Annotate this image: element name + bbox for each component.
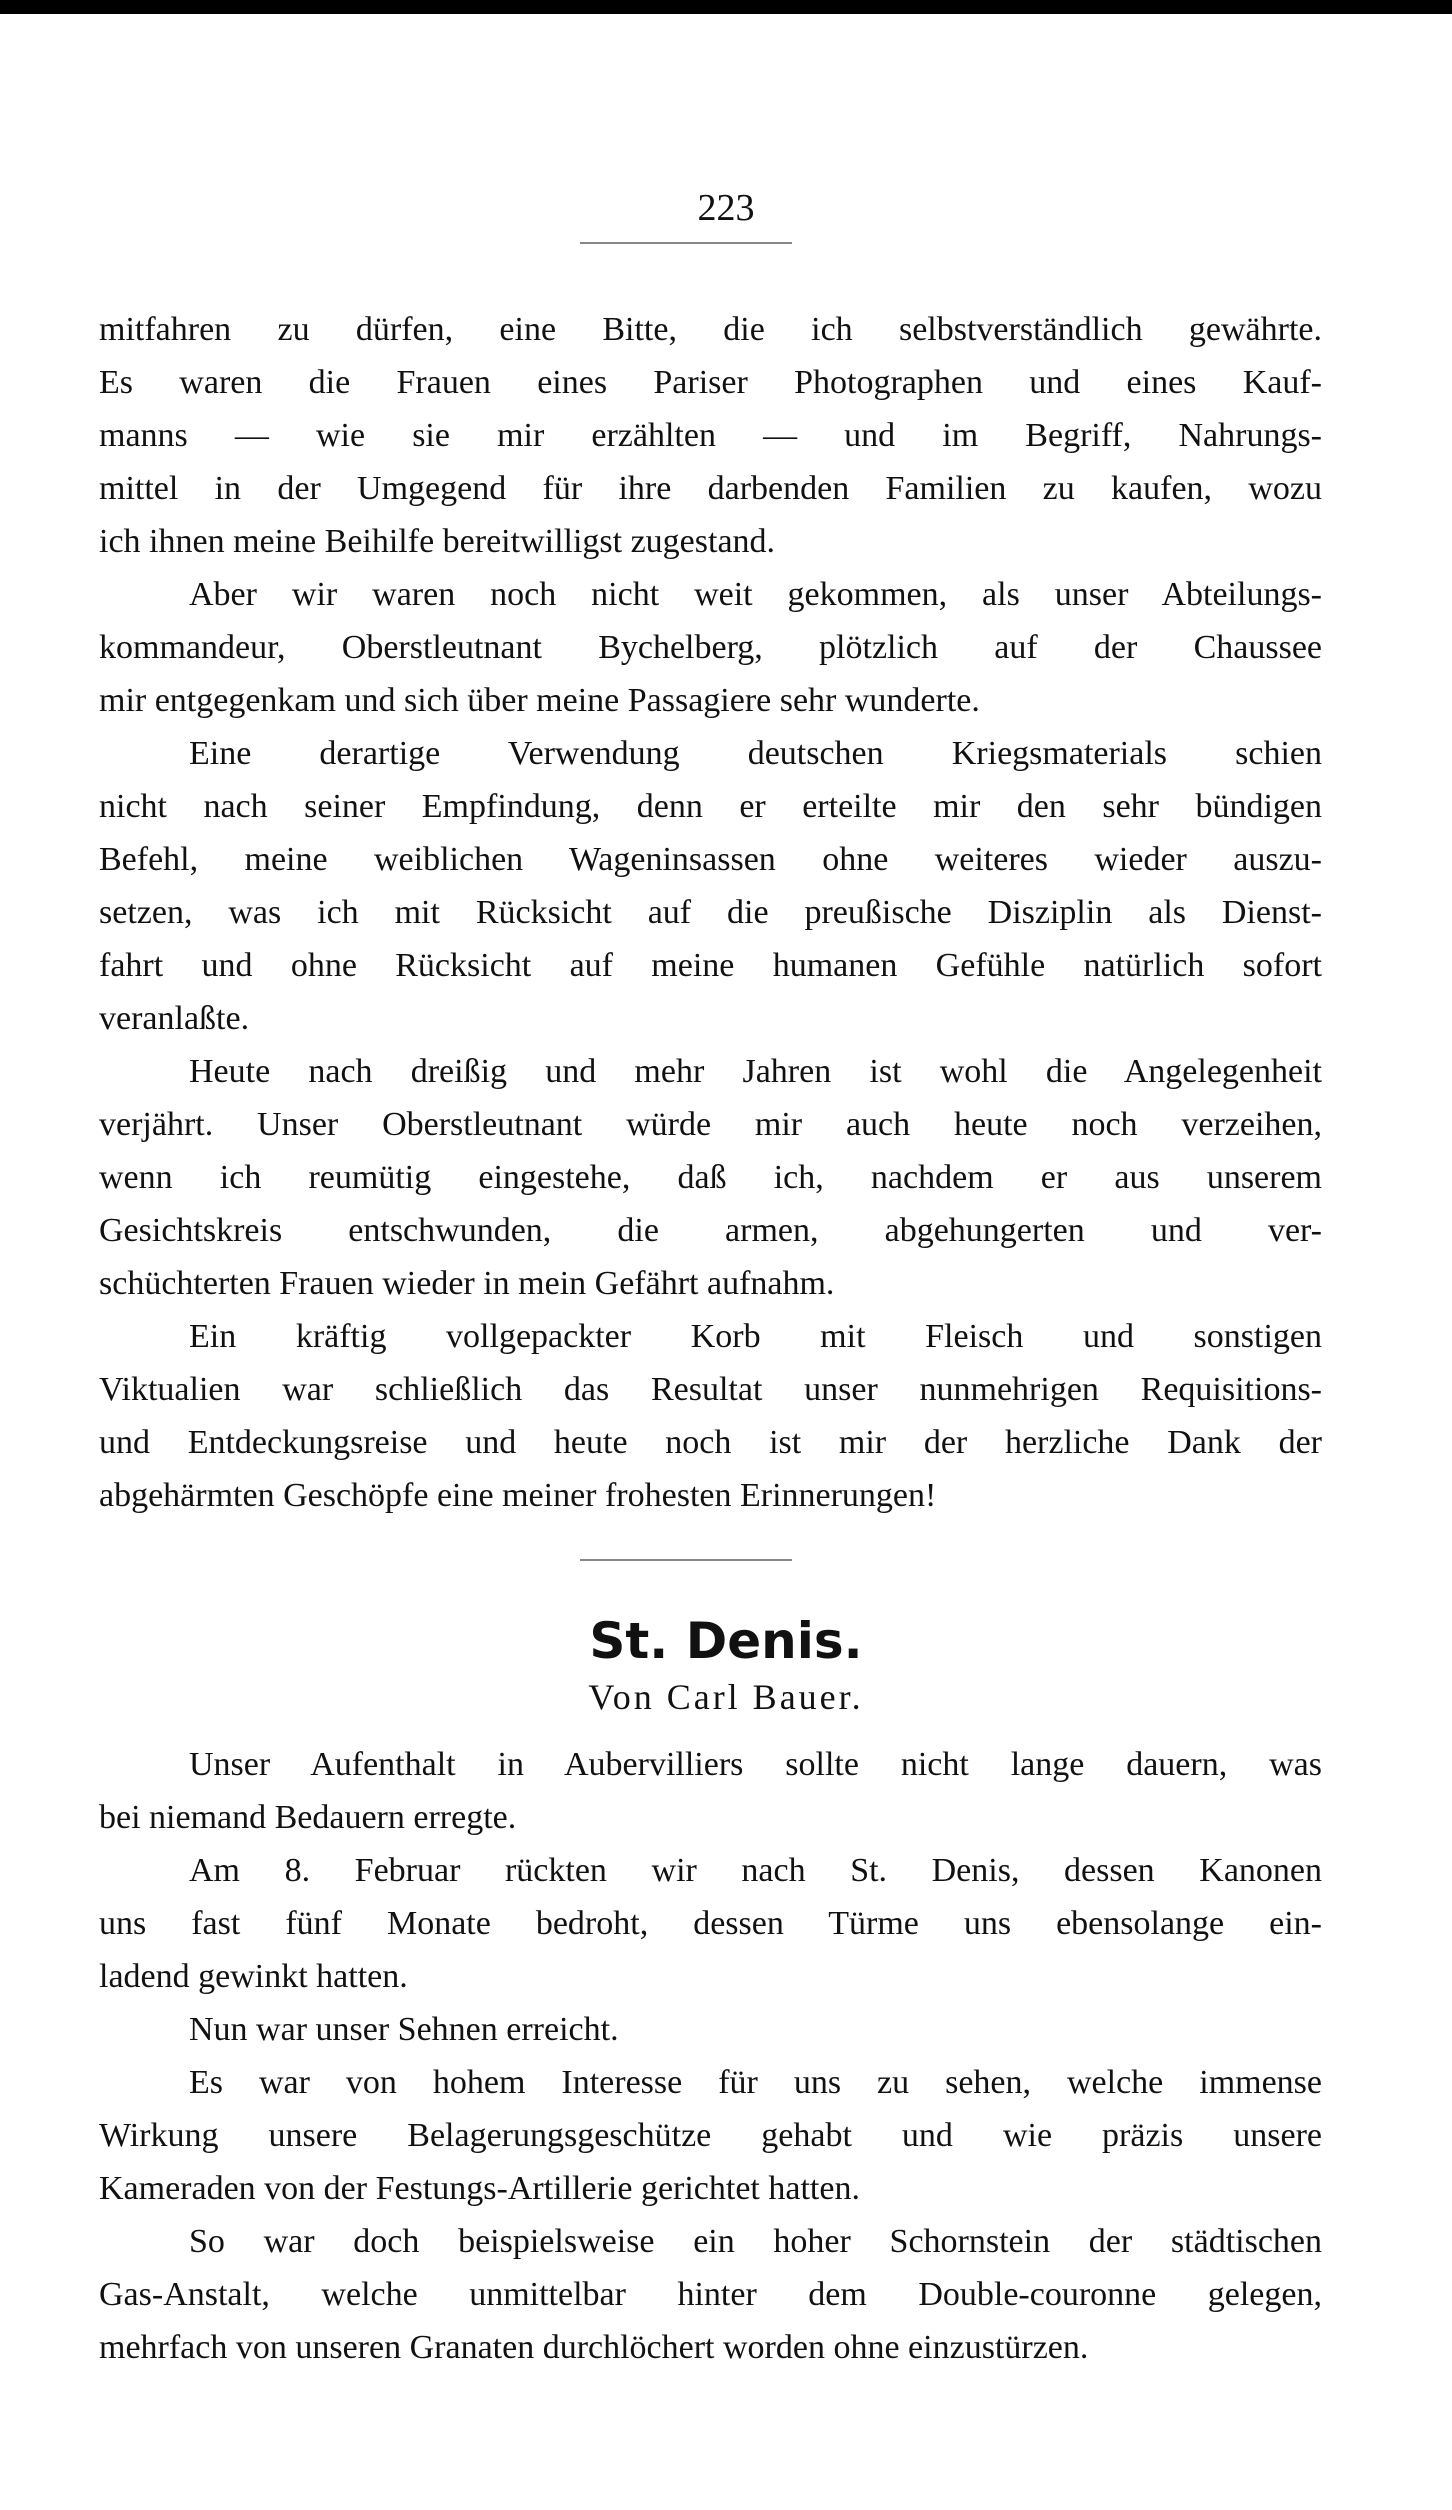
paragraph (99, 2003, 1322, 2056)
text-line: mittel in der Umgegend für ihre darbenden Familien zu kaufen, wozu (99, 470, 1322, 507)
text-line: verjährt. Unser Oberstleutnant würde mir auch heute noch verzeihen, (99, 1106, 1322, 1143)
text-line: ich ihnen meine Beihilfe bereitwilligst zugestand. (99, 523, 776, 560)
text-line: Viktualien war schließlich das Resultat unser nunmehrigen Requisitions- (99, 1371, 1322, 1408)
page-number: 223 (697, 187, 755, 229)
paragraph (99, 2056, 1322, 2215)
text-line: wenn ich reumütig eingestehe, daß ich, nachdem er aus unserem (99, 1159, 1322, 1196)
text-line: uns fast fünf Monate bedroht, dessen Türme uns ebensolange ein- (99, 1905, 1322, 1942)
section-divider (580, 1559, 792, 1561)
section-st-denis-text (99, 1738, 1322, 2374)
text-line: Gesichtskreis entschwunden, die armen, abgehungerten und ver- (99, 1212, 1322, 1249)
text-line: manns — wie sie mir erzählten — und im Begriff, Nahrungs- (99, 417, 1322, 454)
paragraph (99, 727, 1322, 1045)
text-line: setzen, was ich mit Rücksicht auf die preußische Disziplin als Dienst- (99, 894, 1322, 931)
text-line: Unser Aufenthalt in Aubervilliers sollte nicht lange dauern, was (189, 1746, 1322, 1783)
chapter-title: St. Denis. (589, 1612, 863, 1670)
chapter-byline: Von Carl Bauer. (588, 1677, 864, 1717)
text-line: Gas-Anstalt, welche unmittelbar hinter dem Double-couronne gelegen, (99, 2276, 1322, 2313)
text-line: nicht nach seiner Empfindung, denn er erteilte mir den sehr bündigen (99, 788, 1322, 825)
text-line: schüchterten Frauen wieder in mein Gefährt aufnahm. (99, 1265, 835, 1302)
paragraph (99, 1045, 1322, 1310)
text-line: Nun war unser Sehnen erreicht. (189, 2011, 619, 2048)
text-line: Wirkung unsere Belagerungsgeschütze gehabt und wie präzis unsere (99, 2117, 1322, 2154)
text-line: Befehl, meine weiblichen Wageninsassen ohne weiteres wieder auszu- (99, 841, 1322, 878)
text-line: Heute nach dreißig und mehr Jahren ist wohl die Angelegenheit (189, 1053, 1322, 1090)
text-line: fahrt und ohne Rücksicht auf meine humanen Gefühle natürlich sofort (99, 947, 1322, 984)
text-line: Es war von hohem Interesse für uns zu sehen, welche immense (189, 2064, 1322, 2101)
text-line: mitfahren zu dürfen, eine Bitte, die ich selbstverständlich gewährte. (99, 311, 1322, 348)
text-line: Eine derartige Verwendung deutschen Kriegsmaterials schien (189, 735, 1322, 772)
paragraph (99, 568, 1322, 727)
text-line: abgehärmten Geschöpfe eine meiner frohesten Erinnerungen! (99, 1477, 937, 1514)
paragraph (99, 1844, 1322, 2003)
paragraph (99, 2215, 1322, 2374)
text-line: ladend gewinkt hatten. (99, 1958, 408, 1995)
text-line: mir entgegenkam und sich über meine Passagiere sehr wunderte. (99, 682, 980, 719)
scan-top-border (0, 0, 1452, 14)
paragraph (99, 1310, 1322, 1522)
text-line: Ein kräftig vollgepackter Korb mit Fleisch und sonstigen (189, 1318, 1322, 1355)
text-line: Es waren die Frauen eines Pariser Photographen und eines Kauf- (99, 364, 1322, 401)
text-line: So war doch beispielsweise ein hoher Schornstein der städtischen (189, 2223, 1322, 2260)
text-line: mehrfach von unseren Granaten durchlöchert worden ohne einzustürzen. (99, 2329, 1089, 2366)
text-line: kommandeur, Oberstleutnant Bychelberg, plötzlich auf der Chaussee (99, 629, 1322, 666)
text-line: Am 8. Februar rückten wir nach St. Denis, dessen Kanonen (189, 1852, 1322, 1889)
header-rule (580, 242, 792, 244)
paragraph (99, 303, 1322, 568)
text-line: und Entdeckungsreise und heute noch ist mir der herzliche Dank der (99, 1424, 1322, 1461)
text-line: Aber wir waren noch nicht weit gekommen, als unser Abteilungs- (189, 576, 1322, 613)
text-line: bei niemand Bedauern erregte. (99, 1799, 517, 1836)
text-line: Kameraden von der Festungs-Artillerie gerichtet hatten. (99, 2170, 860, 2207)
paragraph (99, 1738, 1322, 1844)
text-line: veranlaßte. (99, 1000, 250, 1037)
section-previous-story-text (99, 303, 1322, 1522)
